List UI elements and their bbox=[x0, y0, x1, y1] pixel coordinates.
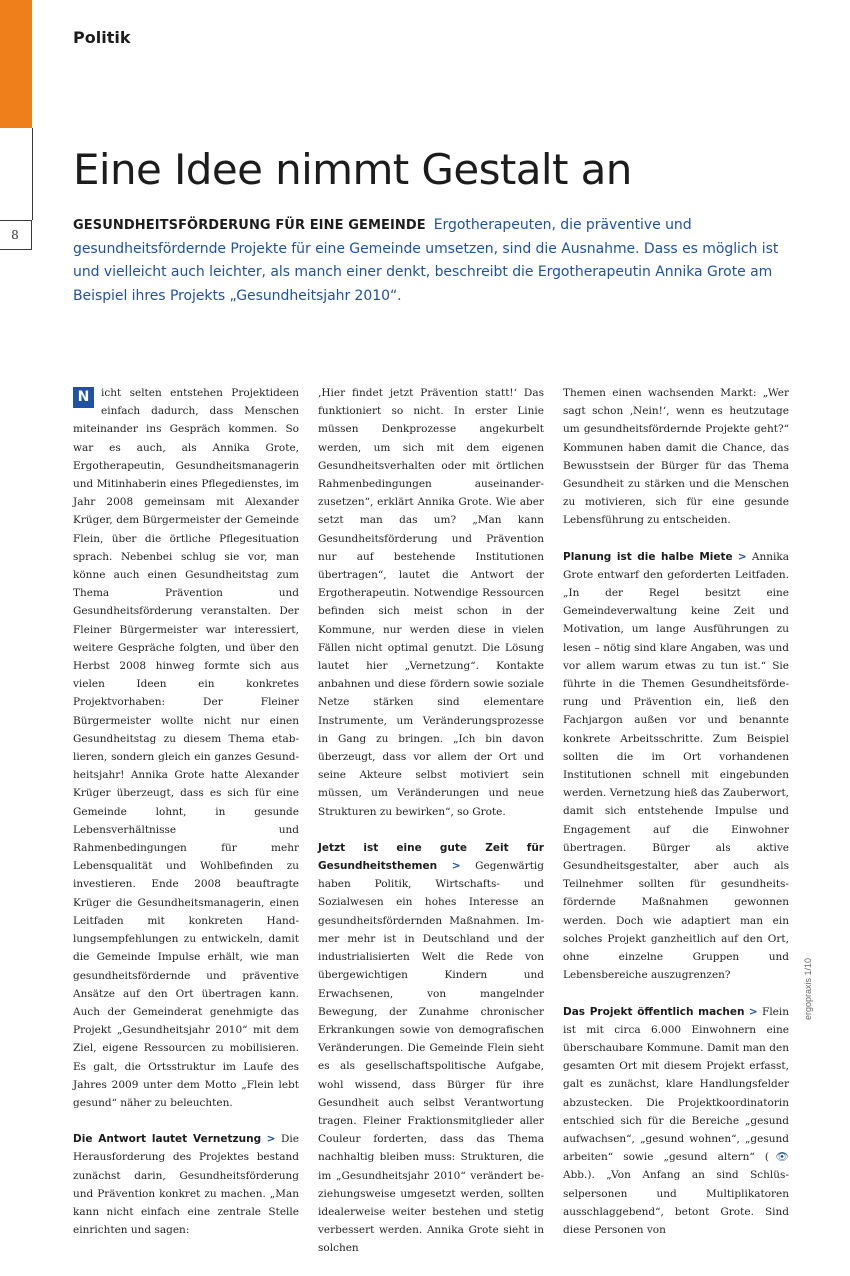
footer-publication: ergopraxis 1/10 bbox=[803, 957, 813, 1020]
article-headline: Eine Idee nimmt Gestalt an bbox=[73, 145, 632, 194]
body-paragraph bbox=[318, 839, 544, 1258]
body-paragraph bbox=[563, 1003, 789, 1240]
subheading: Planung ist die halbe Miete bbox=[563, 550, 733, 563]
paragraph-text: Abb.). „Von Anfang an sind Schlüsselpersonen und Multiplikatoren ausschlaggebend“, betont Grote. Sind diese Personen von bbox=[563, 1169, 789, 1236]
paragraph-text: icht selten entstehen Projektideen einfach dadurch, dass Menschen miteinander ins Gespräch kommen. So war es auch, als Annika Grote, Ergotherapeutin, Gesundheitsmanagerin und Mitinhaberin eines Pflegedienstes, im Jahr 2008 gemeinsam mit Alexander Krüger, dem Bürgermeister der Gemeinde Flein, über die örtliche Pflegesituation sprach. Nebenbei schlug sie vor, man könne auch einen Gesundheitstag zum Thema Prävention und Gesundheitsförderung veranstalten. Der Fleiner Bürgermeister war interessiert, weitere Gespräche folgten, und über den Herbst 2008 hinweg formte sich aus vielen Ideen ein konkretes Projektvorhaben: Der Fleiner Bürgermeister wollte nicht nur einen Gesundheitstag zu diesem Thema etablieren, sondern gleich ein ganzes Gesundheitsjahr! Annika Grote hatte Alexander Krüger überzeugt, dass es sich für eine Gemeinde lohnt, in gesunde Lebensverhältnisse und Rahmenbedingungen für mehr Lebensqualität und Wohlbefinden zu investieren. Ende 2008 beauftragte Krüger die Gesundheitsmanagerin, einen Leitfaden mit konkreten Handlungsempfehlungen zu entwickeln, damit die Gemeinde Impulse erhält, wie man gesundheitsfördernde und präventive Ansätze auf den Ort übertragen kann. Auch der Gemeinderat genehmigte das Projekt „Gesundheitsjahr 2010“ mit dem Ziel, eigene Ressourcen zu mobilisieren. Es galt, die Ortsstruktur im Laufe des Jahres 2009 unter dem Motto „Flein lebt gesund“ näher zu beleuchten. bbox=[73, 387, 299, 1109]
arrow-icon: > bbox=[748, 1005, 758, 1018]
page-number-box bbox=[0, 220, 32, 250]
body-paragraph bbox=[563, 384, 789, 530]
subheading: Das Projekt öffentlich machen bbox=[563, 1005, 745, 1018]
paragraph-text: Flein ist mit circa 6.000 Einwohnern eine überschaubare Kommune. Damit man den gesamten Ort mit diesem Projekt erfasst, galt es zunächst, klare Handlungsfelder abzustecken. Die Projektkoordinatorin entschied sich für die Bereiche „gesund aufwachsen“, „gesund wohnen“, „gesund arbeiten“ sowie „gesund altern“ ( bbox=[563, 1005, 790, 1164]
eye-icon: 👁 bbox=[768, 1151, 789, 1164]
body-paragraph bbox=[73, 1130, 299, 1239]
section-label: Politik bbox=[73, 28, 131, 47]
article-intro bbox=[73, 214, 783, 308]
paragraph-text: Annika Grote entwarf den geforderten Leitfaden. „In der Regel besitzt eine Gemeindeverwaltung keine Zeit und Motivation, um lange Ausführungen zu lesen – nötig sind klare Angaben, was und vor allem warum etwas zu tun ist.“ Sie führte in die Themen Gesundheitsförderung und Prävention ein, ließ den Fachjargon außen vor und benannte konkrete Arbeitsschritte. Zum Beispiel sollten die im Ort vorhandenen Institutionen schnell mit eingebunden werden. Vernetzung hieß das Zauberwort, damit sich entstehende Impulse und Engagement auf die Einwohner übertragen. Bürger als aktive Gesundheitsgestalter, aber auch als Teilnehmer sollten für gesundheitsfördernde Maßnahmen gewonnen werden. Doch wie adaptiert man ein solches Projekt ganzheitlich auf den Ort, ohne einzelne Gruppen und Lebensbereiche auszugrenzen? bbox=[563, 550, 789, 982]
subheading: Jetzt ist eine gute Zeit für Gesundheitsthemen bbox=[318, 841, 544, 873]
arrow-icon: > bbox=[737, 550, 747, 563]
arrow-icon: > bbox=[266, 1133, 276, 1146]
subheading: Die Antwort lautet Vernetzung bbox=[73, 1133, 262, 1146]
text-column-1 bbox=[73, 384, 299, 1257]
arrow-icon: > bbox=[451, 860, 461, 873]
body-paragraph bbox=[318, 384, 544, 821]
paragraph-text: ‚Hier findet jetzt Prävention statt!‘ Das funktioniert so nicht. In erster Linie müssen Denkprozesse angekurbelt werden, um sich mit dem eigenen Gesundheitsverhalten oder mit örtlichen Rahmenbedingungen auseinanderzusetzen“, erklärt Annika Grote. Wie aber setzt man das um? „Man kann Gesundheitsförderung und Prävention nur auf bestehende Institutionen übertragen“, lautet die Antwort der Ergotherapeutin. Notwendige Ressourcen befinden sich meist schon in der Kommune, nur werden diese in vielen Fällen nicht optimal genutzt. Die Lösung lautet hier „Vernetzung“. Kontakte anbahnen und diese fördern sowie soziale Netze stärken sind elementare Instrumente, um Veränderungsprozesse in Gang zu bringen. „Ich bin davon überzeugt, dass vor allem der Ort und seine Akteure selbst motiviert sein müssen, um Veränderungen und neue Strukturen zu bewirken“, so Grote. bbox=[318, 387, 544, 818]
body-paragraph bbox=[563, 548, 789, 985]
text-column-2 bbox=[318, 384, 544, 1276]
intro-text: Ergotherapeuten, die präventive und gesundheitsfördernde Projekte für eine Gemeinde umsetzen, sind die Ausnahme. Dass es möglich ist und vielleicht auch leichter, als manch einer denkt, beschreibt die Ergotherapeutin Annika Grote am Beispiel ihres Projekts „Gesundheitsjahr 2010“. bbox=[73, 217, 779, 304]
paragraph-text: Gegenwärtig haben Politik, Wirtschafts- und Sozialwesen ein hohes Interesse an gesundheitsfördernden Maßnahmen. Immer mehr ist in Deutschland und der industrialisierten Welt die Rede von übergewichtigen Kindern und Erwachsenen, von mangelnder Bewegung, der Zunahme chronischer Erkrankungen sowie von demografischen Veränderungen. Die Gemeinde Flein sieht es als gesellschaftspolitische Aufgabe, wohl wissend, dass Bürger für ihre Gesundheit auch selbst Verantwortung tragen. Fleiner Fraktionsmitglieder aller Couleur forderten, dass das Thema nachhaltig bleiben muss: Strukturen, die im „Gesundheitsjahr 2010“ verändert beziehungsweise umgesetzt werden, sollten idealerweise weiter bestehen und stetig verbessert werden. Annika Grote sieht in solchen bbox=[318, 860, 545, 1255]
intro-kicker: GESUNDHEITSFÖRDERUNG FÜR EINE GEMEINDE bbox=[73, 218, 426, 233]
margin-rule bbox=[32, 128, 33, 220]
paragraph-text: Themen einen wachsenden Markt: „Wer sagt schon ‚Nein!‘, wenn es heutzutage um gesundheitsfördernde Projekte geht?“ Kommunen haben damit die Chance, das Bewusstsein der Bürger für das Thema Gesundheit zu stärken und die Menschen zu motivieren, sich für eine gesunde Lebensführung zu entscheiden. bbox=[563, 387, 789, 527]
text-column-3 bbox=[563, 384, 789, 1257]
drop-cap: N bbox=[73, 387, 94, 408]
orange-accent-bar bbox=[0, 0, 32, 128]
paragraph-text: Die Herausforderung des Projektes bestand zunächst darin, Gesundheitsförderung und Prävention konkret zu machen. „Man kann nicht einfach eine zentrale Stelle einrichten und sagen: bbox=[73, 1133, 300, 1237]
body-paragraph bbox=[73, 384, 299, 1112]
page-number: 8 bbox=[11, 228, 19, 242]
